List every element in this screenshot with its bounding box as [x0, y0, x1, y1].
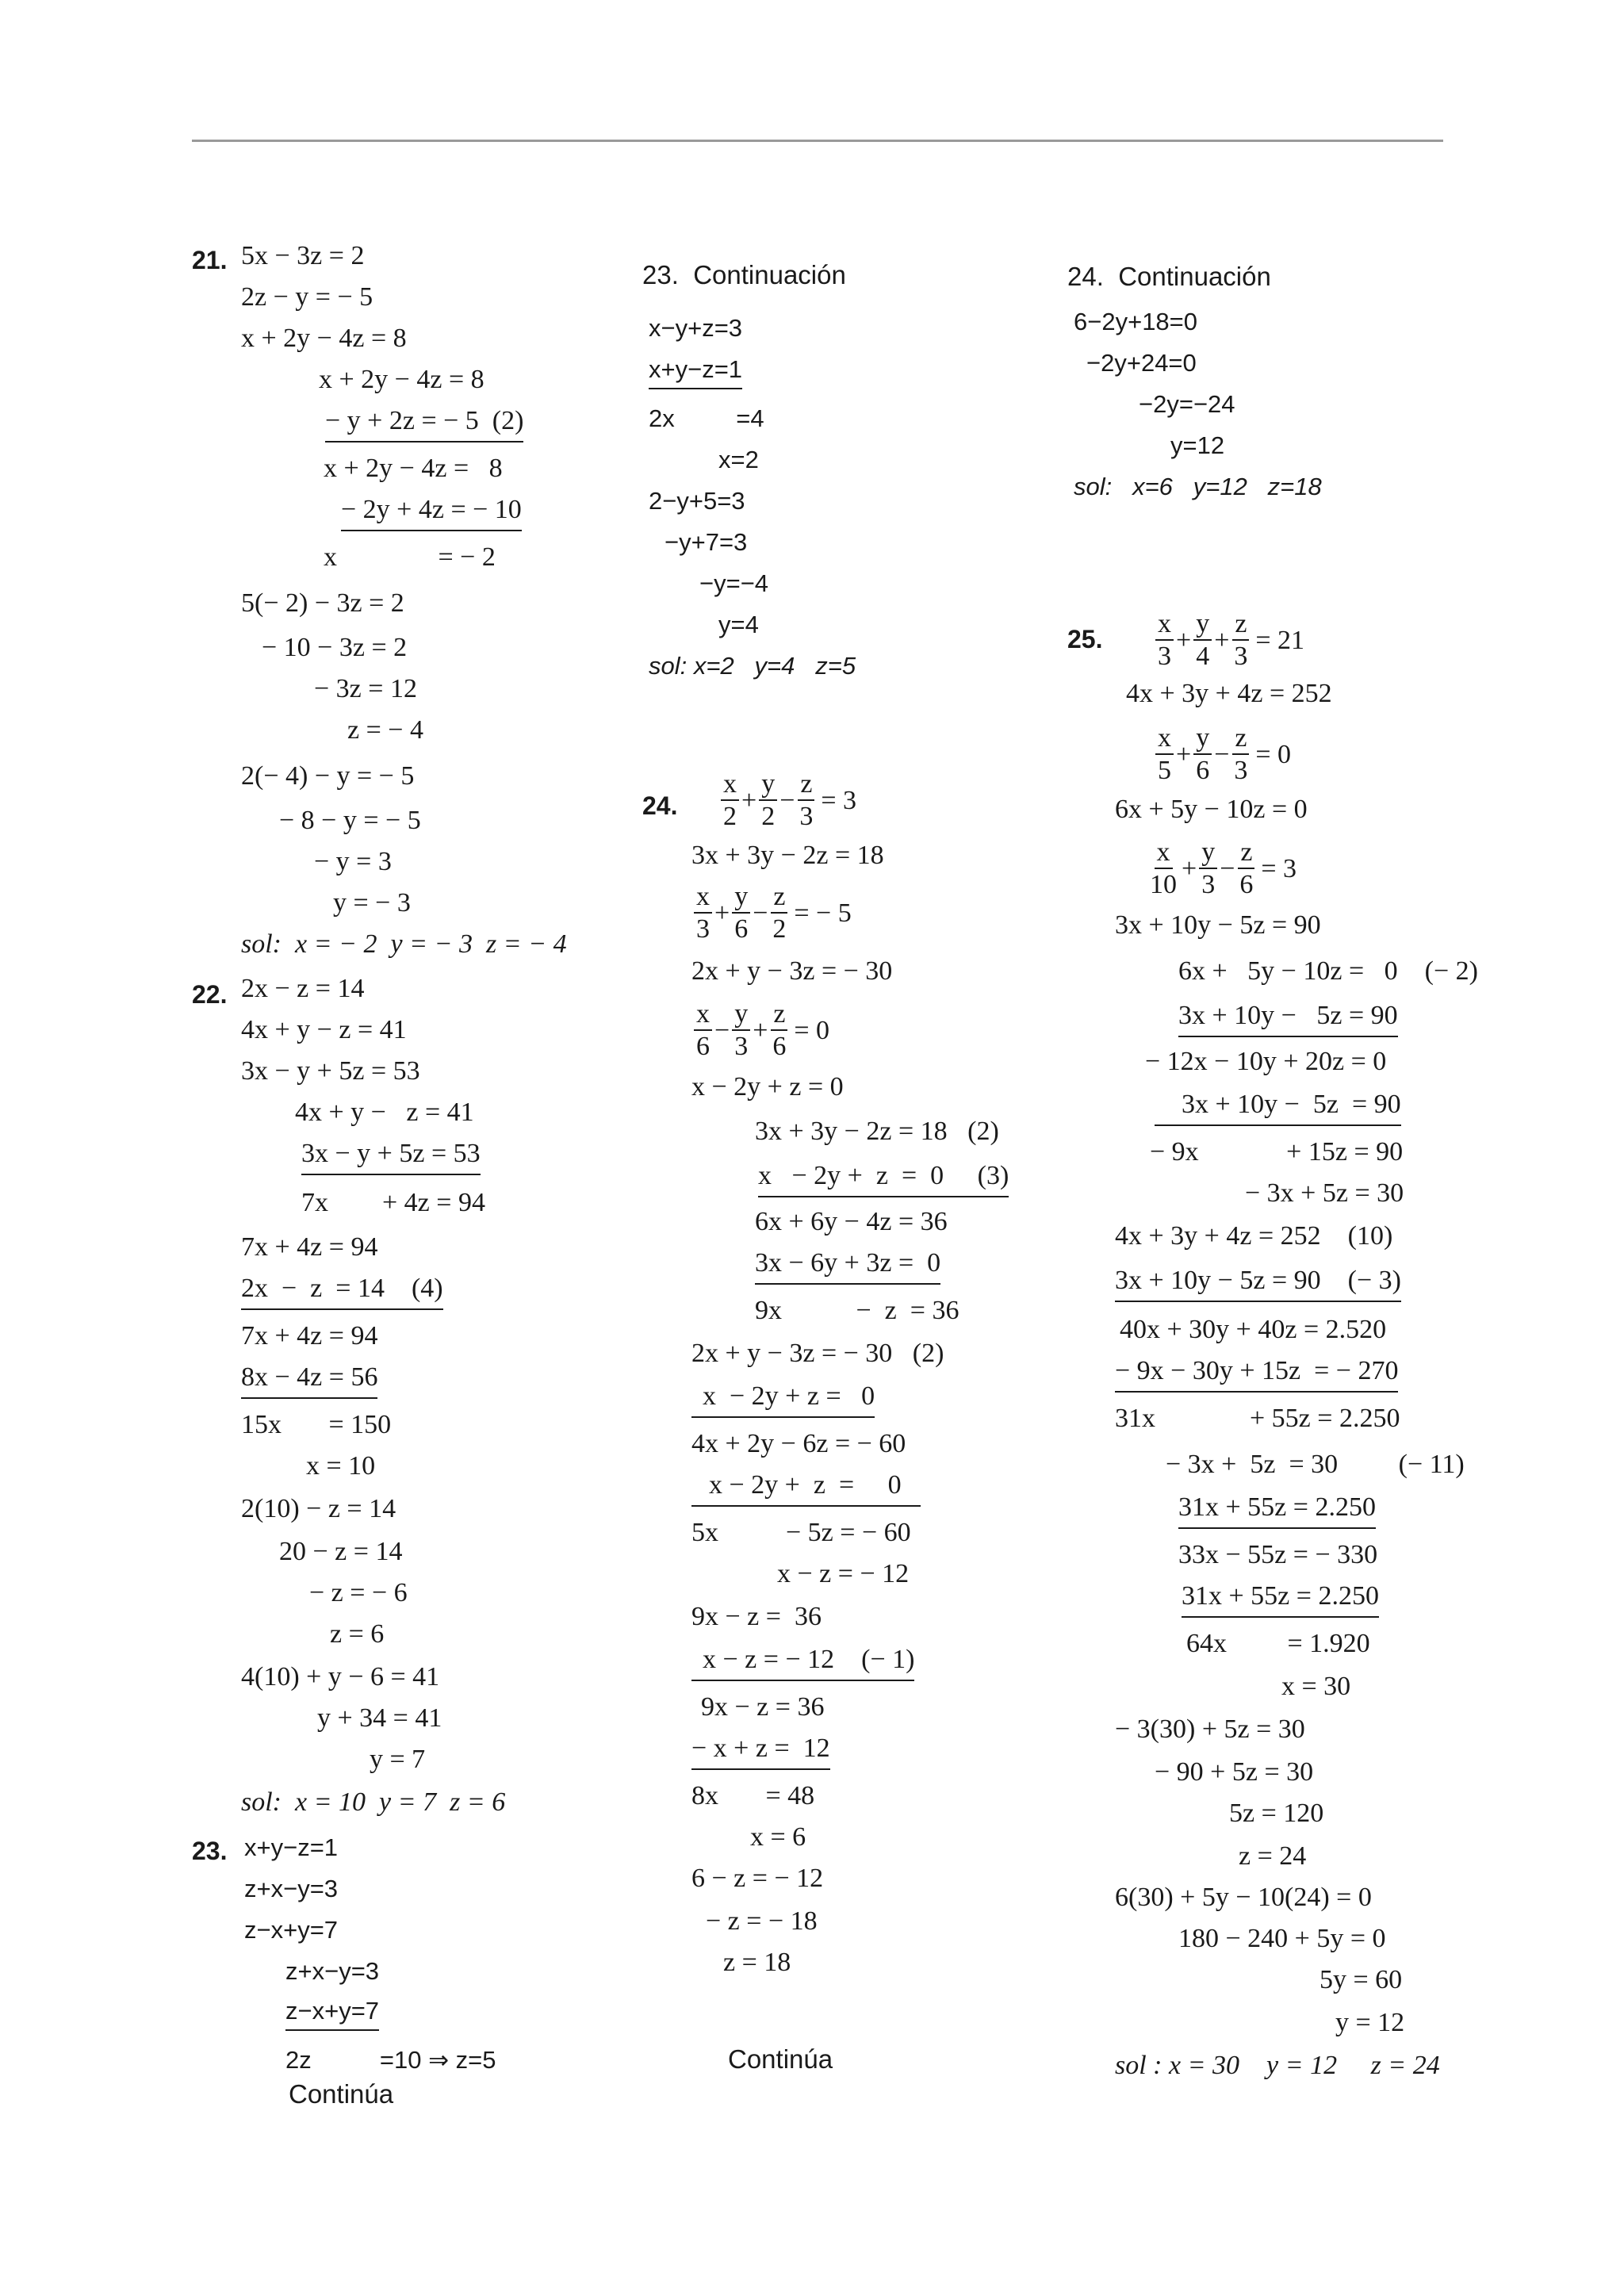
- p21-line: 2(− 4) − y = − 5: [241, 761, 415, 791]
- denominator: 6: [696, 1032, 710, 1061]
- p23-line: z+x−y=3: [285, 1957, 380, 1985]
- numerator: x: [1155, 725, 1174, 755]
- p23-line: z−x+y=7: [285, 1998, 379, 2031]
- problem-25-number: 25.: [1067, 625, 1103, 653]
- rhs: = 0: [794, 1015, 830, 1045]
- p21-line: z = − 4: [347, 715, 423, 745]
- denominator: 5: [1158, 756, 1171, 785]
- denominator: 10: [1150, 870, 1177, 899]
- p24-line: 2x + y − 3z = − 30: [691, 956, 893, 986]
- p22-line: 3x − y + 5z = 53: [301, 1140, 481, 1175]
- p25-line: 3x + 10y − 5z = 90: [1155, 1091, 1401, 1126]
- p23c-line: 2−y+5=3: [649, 487, 745, 515]
- p24-line: 8x = 48: [691, 1781, 815, 1810]
- denominator: 6: [1196, 756, 1210, 785]
- p24-line: 9x − z = 36: [691, 1602, 822, 1631]
- p21-line: − 10 − 3z = 2: [262, 633, 408, 662]
- p23c-line: y=4: [718, 611, 759, 638]
- denominator: 3: [734, 1032, 749, 1061]
- denominator: 2: [772, 914, 787, 944]
- p24c-line: 6−2y+18=0: [1074, 308, 1198, 335]
- p22-line: 4x + y − z = 41: [295, 1098, 474, 1127]
- denominator: 3: [1158, 642, 1171, 671]
- denominator: 3: [799, 802, 814, 831]
- p22-line: 20 − z = 14: [279, 1537, 403, 1566]
- p25-line: − 3x + 5z = 30: [1245, 1178, 1404, 1208]
- numerator: y: [1193, 611, 1212, 641]
- p22-line: 2(10) − z = 14: [241, 1494, 396, 1523]
- p24-line: 9x − z = 36: [701, 1692, 825, 1722]
- p24-line: − z = − 18: [706, 1906, 818, 1936]
- p22-line: 7x + 4z = 94: [241, 1321, 378, 1350]
- p23c-line: −y=−4: [699, 569, 769, 597]
- p24-line: 3x + 3y − 2z = 18: [691, 841, 884, 870]
- p24c-solution: sol: x=6 y=12 z=18: [1074, 473, 1322, 500]
- p24-line: x − 2y + z = 0: [691, 1072, 844, 1101]
- p21-line: y = − 3: [333, 888, 411, 918]
- p25-line: 4x + 3y + 4z = 252: [1126, 679, 1332, 708]
- p21-line: 5x − 3z = 2: [241, 241, 365, 270]
- p24-line: 5x − 5z = − 60: [691, 1518, 911, 1547]
- p24-fraction-eq-2: $\frac{x}{3}$ + $\frac{y}{6}$ − $\frac{z}{2}$ = − 5: [691, 883, 852, 943]
- p24-line: x − 2y + z = 0 (3): [758, 1163, 1009, 1197]
- p24-line: 3x + 3y − 2z = 18 (2): [755, 1117, 999, 1146]
- p22-line: 2x − z = 14: [241, 974, 365, 1003]
- p25-line: 31x + 55z = 2.250: [1178, 1494, 1376, 1529]
- problem-22-number: 22.: [192, 980, 228, 1009]
- p25-line: 3x + 10y − 5z = 90 (− 3): [1115, 1267, 1401, 1302]
- header-rule: [192, 140, 1443, 142]
- p24-line: x = 6: [750, 1822, 806, 1852]
- denominator: 6: [1239, 870, 1254, 899]
- numerator: x: [694, 1001, 712, 1031]
- rhs: = 3: [1261, 853, 1297, 883]
- problem-24-number: 24.: [642, 791, 678, 820]
- denominator: 4: [1196, 642, 1210, 671]
- p21-line: 5(− 2) − 3z = 2: [241, 588, 404, 618]
- p25-line: − 3x + 5z = 30 (− 11): [1166, 1450, 1465, 1479]
- p22-line: z = 6: [330, 1619, 385, 1649]
- numerator: z: [771, 883, 787, 914]
- denominator: 3: [696, 914, 710, 944]
- p24-line: 6x + 6y − 4z = 36: [755, 1207, 948, 1236]
- p25-line: − 90 + 5z = 30: [1155, 1757, 1314, 1787]
- p21-solution: sol: x = − 2 y = − 3 z = − 4: [241, 929, 567, 959]
- p22-line: y = 7: [370, 1745, 426, 1774]
- p25-line: 5z = 120: [1229, 1799, 1324, 1828]
- p23c-line: x+y−z=1: [649, 357, 742, 389]
- p25-fraction-eq-2: $\frac{x}{5}$ + $\frac{y}{6}$ − $\frac{z}{3}$ = 0: [1153, 725, 1291, 784]
- numerator: x: [1155, 611, 1174, 641]
- numerator: z: [1232, 725, 1249, 755]
- p24c-line: −2y+24=0: [1086, 349, 1197, 377]
- p25-line: − 12x − 10y + 20z = 0: [1145, 1047, 1387, 1076]
- p21-line: − 2y + 4z = − 10: [341, 496, 522, 531]
- p24-line: x − 2y + z = 0: [691, 1472, 921, 1507]
- p25-line: 64x = 1.920: [1186, 1629, 1370, 1658]
- p24-line: 2x + y − 3z = − 30 (2): [691, 1339, 944, 1368]
- p24-line: x − 2y + z = 0: [691, 1383, 875, 1418]
- p23c-line: x−y+z=3: [649, 314, 743, 342]
- p22-line: 4x + y − z = 41: [241, 1015, 407, 1044]
- denominator: 6: [772, 1032, 787, 1061]
- p22-line: 7x + 4z = 94: [241, 1232, 378, 1262]
- p21-line: x + 2y − 4z = 8: [319, 365, 485, 394]
- p24-line: z = 18: [723, 1948, 791, 1977]
- p22-line: − z = − 6: [309, 1578, 408, 1607]
- p22-solution: sol: x = 10 y = 7 z = 6: [241, 1787, 506, 1817]
- p21-line: − y = 3: [314, 847, 392, 876]
- p22-line: 8x − 4z = 56: [241, 1364, 377, 1399]
- p25-line: 180 − 240 + 5y = 0: [1178, 1924, 1386, 1953]
- numerator: z: [1238, 839, 1254, 869]
- p22-line: y + 34 = 41: [317, 1703, 442, 1733]
- problem-21-number: 21.: [192, 246, 228, 274]
- p23-line: z+x−y=3: [244, 1875, 339, 1902]
- p23-continuation-heading: 23. Continuación: [642, 260, 846, 289]
- p25-line: 3x + 10y − 5z = 90: [1178, 1002, 1398, 1037]
- p23-line: 2z =10 ⇒ z=5: [285, 2046, 496, 2074]
- problem-23-number: 23.: [192, 1837, 228, 1865]
- p22-line: x = 10: [306, 1451, 376, 1481]
- p23c-solution: sol: x=2 y=4 z=5: [649, 652, 856, 680]
- p22-line: 2x − z = 14 (4): [241, 1275, 443, 1310]
- numerator: x: [1155, 839, 1173, 869]
- p24-line: − x + z = 12: [691, 1735, 830, 1770]
- numerator: y: [1193, 725, 1212, 755]
- p21-line: x + 2y − 4z = 8: [324, 454, 503, 483]
- p24-line: x − z = − 12 (− 1): [691, 1646, 914, 1681]
- p23-line: x+y−z=1: [244, 1833, 339, 1861]
- p21-line: x = − 2: [324, 542, 496, 572]
- p25-line: 6x + 5y − 10z = 0 (− 2): [1178, 956, 1478, 986]
- rhs: = − 5: [794, 898, 852, 928]
- p25-line: x = 30: [1281, 1672, 1351, 1701]
- p24-continuation-heading: 24. Continuación: [1067, 262, 1271, 291]
- p21-line: − y + 2z = − 5 (2): [325, 408, 523, 442]
- p22-line: 7x + 4z = 94: [301, 1188, 485, 1217]
- p25-line: − 9x + 15z = 90: [1150, 1137, 1404, 1167]
- p25-line: 6x + 5y − 10z = 0: [1115, 795, 1308, 824]
- denominator: 3: [1234, 756, 1248, 785]
- rhs: = 0: [1255, 739, 1292, 769]
- numerator: y: [732, 1001, 750, 1031]
- numerator: x: [721, 771, 739, 801]
- numerator: y: [759, 771, 777, 801]
- rhs: = 3: [821, 785, 857, 815]
- p25-line: 3x + 10y − 5z = 90: [1115, 910, 1321, 940]
- p23c-line: −y+7=3: [665, 528, 748, 556]
- p21-line: x + 2y − 4z = 8: [241, 324, 407, 353]
- p25-line: y = 12: [1335, 2008, 1405, 2037]
- p24c-line: −2y=−24: [1139, 390, 1235, 418]
- p21-line: − 8 − y = − 5: [279, 806, 421, 835]
- numerator: z: [771, 1001, 787, 1031]
- p21-line: − 3z = 12: [314, 674, 417, 703]
- p25-line: − 3(30) + 5z = 30: [1115, 1714, 1305, 1744]
- denominator: 6: [734, 914, 749, 944]
- denominator: 3: [1234, 642, 1248, 671]
- p23c-line: x=2: [718, 446, 759, 473]
- p23c-line: 2x =4: [649, 404, 764, 432]
- p24-fraction-eq-3: $\frac{x}{6}$ − $\frac{y}{3}$ + $\frac{z}{6}$ = 0: [691, 1001, 829, 1060]
- p24-fraction-eq-1: $\frac{x}{2}$ + $\frac{y}{2}$ − $\frac{z}{3}$ = 3: [718, 771, 856, 830]
- p25-fraction-eq-3: $\frac{x}{10}$ + $\frac{y}{3}$ − $\frac{z}{6}$ = 3: [1145, 839, 1297, 898]
- p24c-line: y=12: [1170, 431, 1225, 459]
- numerator: z: [798, 771, 814, 801]
- p24-line: 3x − 6y + 3z = 0: [755, 1250, 940, 1285]
- p22-line: 4(10) + y − 6 = 41: [241, 1662, 440, 1691]
- p24-line: 9x − z = 36: [755, 1296, 959, 1325]
- numerator: y: [732, 883, 750, 914]
- numerator: z: [1232, 611, 1249, 641]
- p25-line: 6(30) + 5y − 10(24) = 0: [1115, 1883, 1372, 1912]
- continues-label: Continúa: [289, 2079, 394, 2109]
- p25-solution: sol : x = 30 y = 12 z = 24: [1115, 2051, 1440, 2080]
- p22-line: 3x − y + 5z = 53: [241, 1056, 420, 1086]
- p25-line: z = 24: [1239, 1841, 1307, 1871]
- p25-line: − 9x − 30y + 15z = − 270: [1115, 1358, 1398, 1393]
- p25-line: 40x + 30y + 40z = 2.520: [1120, 1315, 1387, 1344]
- denominator: 2: [761, 802, 776, 831]
- p25-line: 31x + 55z = 2.250: [1115, 1404, 1400, 1433]
- p25-line: 31x + 55z = 2.250: [1182, 1583, 1379, 1618]
- rhs: = 21: [1255, 625, 1305, 655]
- p21-line: 2z − y = − 5: [241, 282, 373, 312]
- p24-line: x − z = − 12: [777, 1559, 910, 1588]
- numerator: x: [694, 883, 712, 914]
- p23-line: z−x+y=7: [244, 1916, 339, 1944]
- numerator: y: [1199, 839, 1217, 869]
- p22-line: 15x = 150: [241, 1410, 392, 1439]
- denominator: 2: [723, 802, 737, 831]
- p25-line: 5y = 60: [1320, 1965, 1403, 1994]
- continues-label: Continúa: [728, 2044, 833, 2074]
- p25-line: 33x − 55z = − 330: [1178, 1540, 1378, 1569]
- p25-line: 4x + 3y + 4z = 252 (10): [1115, 1221, 1393, 1251]
- p24-line: 6 − z = − 12: [691, 1864, 824, 1893]
- p25-fraction-eq-1: $\frac{x}{3}$ + $\frac{y}{4}$ + $\frac{z}{3}$ = 21: [1153, 611, 1304, 670]
- p24-line: 4x + 2y − 6z = − 60: [691, 1429, 906, 1458]
- denominator: 3: [1201, 870, 1216, 899]
